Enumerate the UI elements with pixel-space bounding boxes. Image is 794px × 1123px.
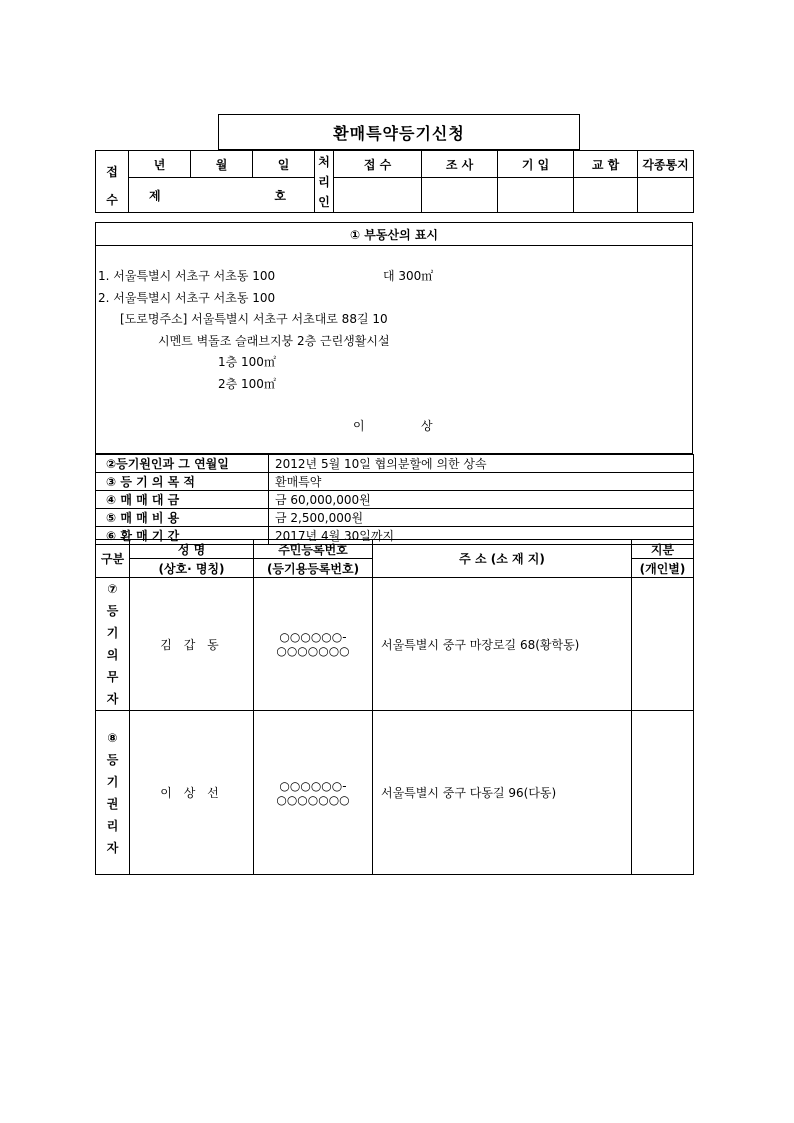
- obligee-share[interactable]: [632, 711, 694, 875]
- header-category: 구분: [96, 540, 130, 578]
- obligee-address[interactable]: 서울특별시 중구 다동길 96(다동): [373, 711, 632, 875]
- detail-price-label: ④ 매 매 대 금: [96, 491, 269, 509]
- property-road-address: [도로명주소] 서울특별시 서초구 서초대로 88길 10: [120, 312, 388, 326]
- form-title: 환매특약등기신청: [218, 114, 580, 150]
- property-line-2: 2. 서울특별시 서초구 서초동 100: [98, 291, 276, 305]
- obligor-share[interactable]: [632, 578, 694, 711]
- detail-cause-label: ②등기원인과 그 연월일: [96, 455, 269, 473]
- details-table: [95, 454, 694, 545]
- obligee-role-char-0: ⑧: [107, 730, 118, 745]
- obligor-id[interactable]: [254, 578, 373, 711]
- receipt-label: [96, 151, 129, 213]
- reception-table: [95, 150, 694, 213]
- obligor-id-line-1: ○○○○○○-: [279, 630, 347, 644]
- col-notices: 각종통지: [638, 151, 694, 178]
- obligor-role-char-4: 무: [106, 670, 119, 684]
- obligor-address[interactable]: 서울특별시 중구 마장로길 68(황학동): [373, 578, 632, 711]
- property-structure: 시멘트 벽돌조 슬래브지붕 2층 근린생활시설: [158, 334, 390, 348]
- header-address: 주 소 (소 재 지): [373, 540, 632, 578]
- obligor-role: [96, 578, 130, 711]
- month-label: 월: [191, 151, 253, 178]
- obligor-role-char-0: ⑦: [107, 582, 118, 596]
- verification-stamp-box[interactable]: [574, 178, 638, 213]
- obligor-name[interactable]: 김 갑 동: [130, 578, 254, 711]
- obligee-role: [96, 711, 130, 875]
- col-receipt: 접 수: [334, 151, 422, 178]
- detail-cost-value[interactable]: 금 2,500,000원: [269, 509, 694, 527]
- processor-label: [315, 151, 334, 213]
- detail-period-value[interactable]: 2017년 4월 30일까지: [269, 527, 694, 545]
- col-investigation: 조 사: [422, 151, 498, 178]
- number-prefix: 제: [149, 188, 161, 203]
- header-share-sub: (개인별): [632, 559, 694, 578]
- number-suffix: 호: [274, 188, 286, 203]
- obligee-role-char-1: 등: [106, 752, 119, 767]
- obligor-row: [96, 578, 694, 711]
- detail-cost-label: ⑤ 매 매 비 용: [96, 509, 269, 527]
- receipt-number-cell: [129, 178, 315, 213]
- obligee-role-char-3: 권: [106, 796, 119, 811]
- detail-period-label: ⑥ 환 매 기 간: [96, 527, 269, 545]
- header-share: 지분: [632, 540, 694, 559]
- detail-purpose-value[interactable]: 환매특약: [269, 473, 694, 491]
- property-floor-2: 2층 100㎡: [218, 377, 276, 391]
- obligor-role-char-3: 의: [106, 648, 119, 662]
- obligee-id[interactable]: [254, 711, 373, 875]
- col-entry: 기 입: [498, 151, 574, 178]
- header-name: 성 명: [130, 540, 254, 559]
- receipt-label-text: 접수: [106, 164, 118, 207]
- detail-price-value[interactable]: 금 60,000,000원: [269, 491, 694, 509]
- property-line-1-area: 대 300㎡: [383, 269, 434, 283]
- property-section: [95, 222, 693, 454]
- obligor-role-char-1: 등: [106, 604, 119, 618]
- obligor-role-char-2: 기: [106, 626, 119, 640]
- entry-stamp-box[interactable]: [498, 178, 574, 213]
- parties-table: [95, 539, 694, 875]
- property-line-1: 1. 서울특별시 서초구 서초동 100: [98, 269, 276, 283]
- obligee-row: [96, 711, 694, 875]
- obligee-role-char-2: 기: [106, 774, 119, 789]
- notices-stamp-box[interactable]: [638, 178, 694, 213]
- obligee-role-char-5: 자: [106, 840, 119, 855]
- header-id: 주민등록번호: [254, 540, 373, 559]
- obligee-id-line-1: ○○○○○○-: [279, 778, 347, 793]
- col-verification: 교 합: [574, 151, 638, 178]
- obligor-id-line-2: ○○○○○○○: [276, 644, 350, 658]
- investigation-stamp-box[interactable]: [422, 178, 498, 213]
- detail-cause-value[interactable]: 2012년 5월 10일 협의분할에 의한 상속: [269, 455, 694, 473]
- property-floor-1: 1층 100㎡: [218, 355, 276, 369]
- obligee-name[interactable]: 이 상 선: [130, 711, 254, 875]
- obligor-role-char-5: 자: [106, 692, 119, 706]
- day-label: 일: [253, 151, 315, 178]
- header-name-sub: (상호· 명칭): [130, 559, 254, 578]
- header-id-sub: (등기용등록번호): [254, 559, 373, 578]
- property-header: ① 부동산의 표시: [96, 223, 692, 246]
- year-label: 년: [129, 151, 191, 178]
- obligee-id-line-2: ○○○○○○○: [276, 792, 350, 807]
- detail-purpose-label: ③ 등 기 의 목 적: [96, 473, 269, 491]
- obligee-role-char-4: 리: [106, 818, 119, 833]
- receipt-stamp-box[interactable]: [334, 178, 422, 213]
- end-mark-1: 이: [353, 419, 365, 433]
- end-mark-2: 상: [421, 419, 433, 433]
- processor-label-text: 처리인: [318, 154, 330, 209]
